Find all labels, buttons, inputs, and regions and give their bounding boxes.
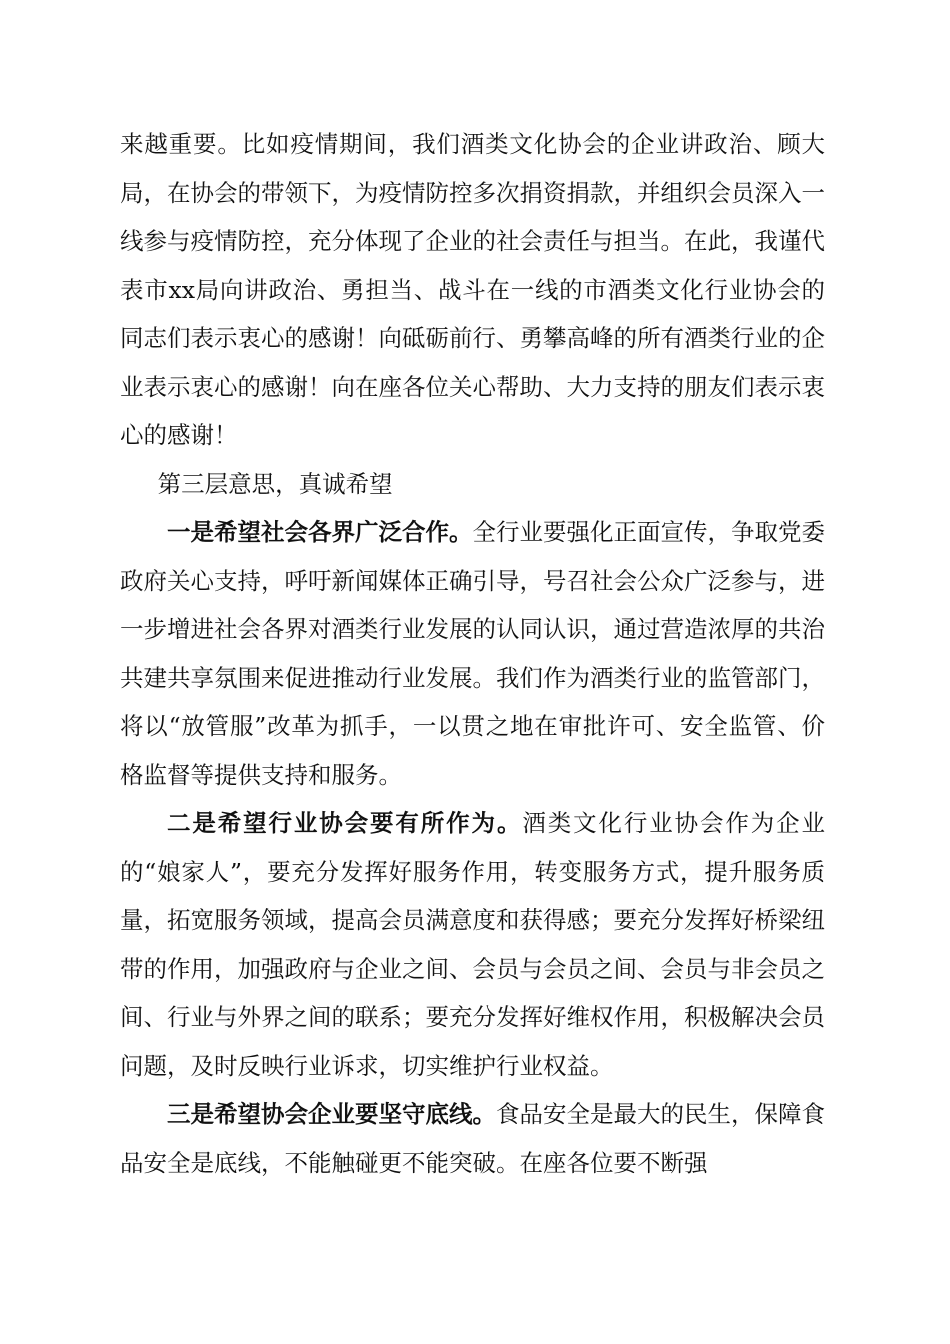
document-body	[120, 120, 825, 1187]
section-heading: 第三层意思，真诚希望	[157, 469, 393, 498]
paragraph-text: 全行业要强化正面宣传，争取党委政府关心支持，呼吁新闻媒体正确引导，号召社会公众广泛参与，进一步增进社会各界对酒类行业发展的认同认识，通过营造浓厚的共治共建共享氛围来促进推动行业发展。我们作为酒类行业的监管部门，将以“放管服”改革为抓手，一以贯之地在审批许可、安全监管、价格监督等提供支持和服务。	[120, 518, 825, 789]
paragraph-lead: 一是希望社会各界广泛合作。	[167, 518, 473, 546]
paragraph-text: 酒类文化行业协会作为企业的“娘家人”，要充分发挥好服务作用，转变服务方式，提升服务质量，拓宽服务领域，提高会员满意度和获得感；要充分发挥好桥梁纽带的作用，加强政府与企业之间、会员与会员之间、会员与非会员之间、行业与外界之间的联系；要充分发挥好维权作用，积极解决会员问题，及时反映行业诉求，切实维护行业权益。	[120, 809, 826, 1080]
paragraph-text: 食品安全是最大的民生，保障食品安全是底线，不能触碰更不能突破。在座各位要不断强	[120, 1100, 825, 1177]
paragraph-continuation: 来越重要。比如疫情期间，我们酒类文化协会的企业讲政治、顾大局，在协会的带领下，为疫情防控多次捐资捐款，并组织会员深入一线参与疫情防控，充分体现了企业的社会责任与担当。在此，我谨代表市xx局向讲政治、勇担当、战斗在一线的市酒类文化行业协会的同志们表示衷心的感谢！向砥砺前行、勇攀高峰的所有酒类行业的企业表示衷心的感谢！向在座各位关心帮助、大力支持的朋友们表示衷心的感谢！	[120, 130, 825, 449]
paragraph-hope-1	[120, 508, 825, 799]
paragraph-hope-3	[120, 1090, 825, 1187]
paragraph-hope-2	[120, 799, 825, 1090]
paragraph-lead: 三是希望协会企业要坚守底线。	[167, 1100, 496, 1128]
paragraph-lead: 二是希望行业协会要有所作为。	[167, 809, 523, 837]
